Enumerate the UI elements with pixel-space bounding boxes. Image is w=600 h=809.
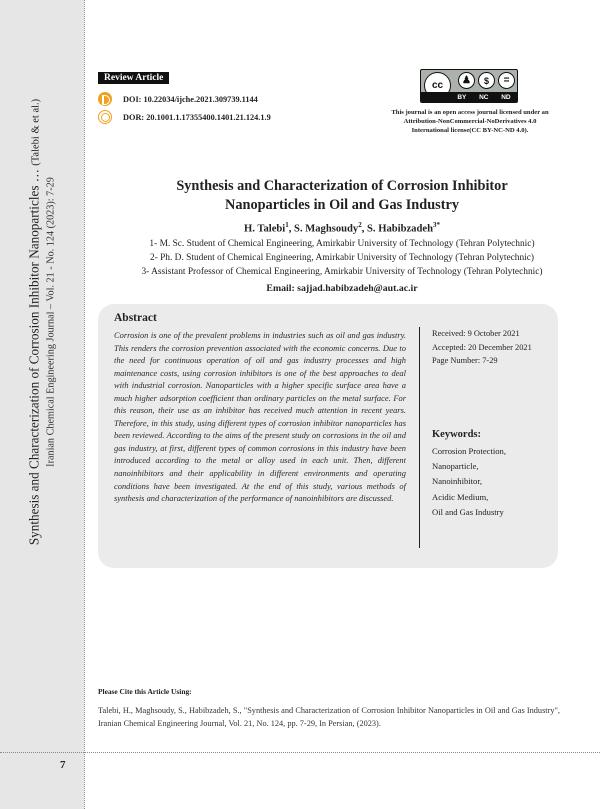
dor-link[interactable]: DOR: 20.1001.1.17355400.1401.21.124.1.9 xyxy=(123,112,271,122)
author-affiliation-mark: 3* xyxy=(432,221,440,229)
affiliation-1: 1- M. Sc. Student of Chemical Engineering, Amirkabir University of Technology (Tehran Polytechnic) xyxy=(149,239,535,249)
abstract-body: Corrosion is one of the prevalent problems in industries such as oil and gas industry. This renders the corrosion prevention associated with the economic concerns. Due to the need for continuous operation of oil and gas industry processes and high maintenance costs, using corrosion inhibitors is one of the best approaches to deal with industrial corrosion. Nanoparticles with a higher specific surface area have a much higher adsorption coefficient than ordinary particles on the metal surface. For this reason, their use as an inhibitor has received much attention in recent years. Therefore, in this study, using different types of corrosion inhibitor nanoparticles has been reviewed. According to the aims of the present study on corrosions in the oil and gas industry, at first, different types of common corrosions in this industry have been introduced according to the metal or alloy used in each unit. Then, different nanoinhibitors and their applicability in different environments and operating conditions have been investigated. At the end of this study, various methods of synthesis and characterization of the performance of nanoinhibitors are discussed. xyxy=(114,330,406,504)
side-dotted-rule xyxy=(84,0,85,809)
running-journal: Iranian Chemical Engineering Journal – Vol. 21 - No. 124 (2023): 7-29 xyxy=(45,177,57,467)
paper-title xyxy=(84,177,600,215)
cc-label-nc: NC xyxy=(479,93,489,101)
cc-label-by: BY xyxy=(457,93,467,101)
citation-label: Please Cite this Article Using: xyxy=(98,687,192,696)
author-affiliation-mark: 2 xyxy=(358,221,362,229)
corresponding-email[interactable]: Email: sajjad.habibzadeh@aut.ac.ir xyxy=(266,283,418,294)
received-date: Received: 9 October 2021 xyxy=(432,329,520,338)
page-range: Page Number: 7-29 xyxy=(432,356,498,365)
license-line: This journal is an open access journal licensed under an xyxy=(391,109,549,116)
author-affiliation-mark: 1 xyxy=(285,221,289,229)
citation-text: Talebi, H., Maghsoudy, S., Habibzadeh, S., "Synthesis and Characterization of Corrosion Inhibitor Nanoparticles in Oil and Gas Industry", Iranian Chemical Engineering Journal, Vol. 21, No. 124, pp. 7-29, In Persian, (2023). xyxy=(98,706,560,728)
article-type-badge: Review Article xyxy=(98,72,169,84)
article-dates xyxy=(432,327,532,368)
author-name: S. Maghsoudy xyxy=(294,223,359,235)
doi-link[interactable]: DOI: 10.22034/ijche.2021.309739.1144 xyxy=(123,94,258,104)
dor-icon xyxy=(98,110,112,124)
footer-dotted-rule xyxy=(0,752,600,753)
keyword-item: Corrosion Protection, xyxy=(432,446,506,456)
license-line: Attribution-NonCommercial-NoDerivatives 4.0 xyxy=(403,118,537,125)
noncommercial-icon: $ xyxy=(478,72,495,89)
dor-row[interactable] xyxy=(98,110,271,124)
attribution-icon: ♟ xyxy=(458,72,475,89)
license-line: International license(CC BY-NC-ND 4.0). xyxy=(411,127,529,134)
keyword-item: Oil and Gas Industry xyxy=(432,506,504,517)
author-list: H. Talebi$^1$, S. Maghsoudy$^2$, S. Habibzadeh$^{3*}$ xyxy=(244,221,440,235)
noderivatives-icon: = xyxy=(498,72,515,89)
keyword-item: Nanoparticle, xyxy=(432,461,479,472)
accepted-date: Accepted: 20 December 2021 xyxy=(432,342,532,352)
abstract-heading: Abstract xyxy=(114,312,157,324)
doi-row[interactable] xyxy=(98,92,258,106)
author-name: S. Habibzadeh xyxy=(367,223,433,235)
cc-license-badge[interactable] xyxy=(420,69,518,103)
page-number: 7 xyxy=(60,759,66,771)
running-header xyxy=(27,12,58,632)
cc-logo-icon: cc xyxy=(424,72,451,99)
keywords-heading: Keywords: xyxy=(432,429,481,440)
author-name: H. Talebi xyxy=(244,223,286,235)
paper-title-line: Synthesis and Characterization of Corrosion Inhibitor xyxy=(176,178,508,194)
running-title-text: Synthesis and Characterization of Corrosion Inhibitor Nanoparticles … xyxy=(26,165,42,546)
doi-icon xyxy=(98,92,112,106)
keyword-list xyxy=(432,444,506,520)
keyword-item: Nanoinhibitor, xyxy=(432,476,483,487)
cc-label-nd: ND xyxy=(501,93,511,101)
paper-title-line: Nanoparticles in Oil and Gas Industry xyxy=(225,197,459,213)
affiliation-2: 2- Ph. D. Student of Chemical Engineering, Amirkabir University of Technology (Tehran Polytechnic) xyxy=(149,253,535,263)
running-title xyxy=(27,12,45,632)
cc-label-bar xyxy=(421,92,517,102)
keyword-item: Acidic Medium, xyxy=(432,491,489,502)
running-authors: (Talebi & et al.) xyxy=(30,98,42,166)
abstract-divider xyxy=(419,327,420,548)
affiliation-3: 3- Assistant Professor of Chemical Engineering, Amirkabir University of Technology (Tehran Polytechnic) xyxy=(141,267,543,277)
license-statement xyxy=(370,108,570,135)
